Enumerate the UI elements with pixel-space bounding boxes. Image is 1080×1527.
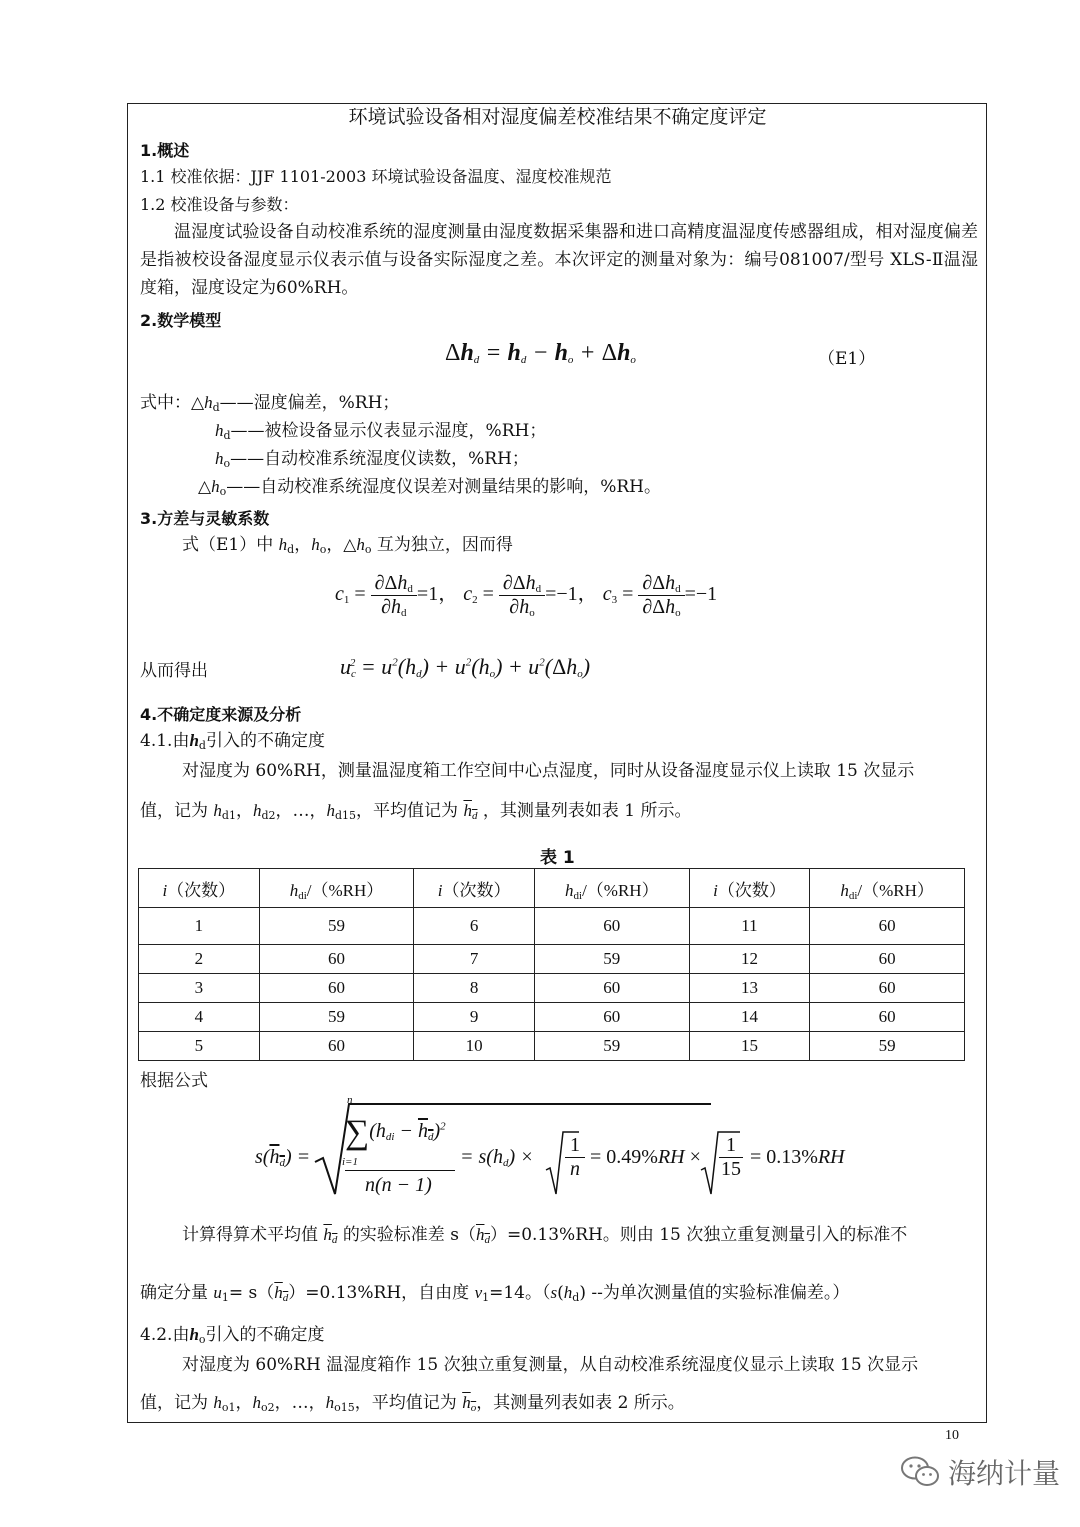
intro-a: 式（E1）中 [182,535,274,555]
p2b: 的实验标准差 s（ [342,1225,476,1245]
cell: 60 [810,945,965,974]
frac-1-n: 1 n [565,1134,585,1181]
cell: 15 [689,1032,810,1061]
col-i-2: i（次数） [414,869,535,908]
c3-value: =−1 [684,583,718,606]
def-2: ——被检设备显示仪表显示湿度，%RH； [230,421,547,441]
sub1-b: 引入的不确定度 [205,731,325,751]
p3b: = s（ [228,1283,275,1303]
std-dev-formula [255,1094,875,1200]
frac-1-15: 1 15 [721,1134,741,1180]
p3e: --为单次测量值的实验标准偏差。） [591,1283,850,1303]
cell: 10 [414,1032,535,1061]
cell: 59 [534,1032,689,1061]
where-line-2: $h_d——$被检设备显示仪表显示湿度，%RH； [215,421,547,442]
cell: 60 [810,1003,965,1032]
p3d: =14。（ [489,1283,551,1303]
p2c: ）=0.13%RH。则由 15 次独立重复测量引入的标准不 [489,1225,908,1245]
result-a-value: = 0.49% [590,1146,658,1168]
table-row [139,908,965,945]
page-number: 10 [945,1428,959,1443]
wechat-icon [900,1455,940,1489]
cell: 14 [689,1003,810,1032]
sum-numerator: $\sum(h_{di} - h_d)^2$ [345,1114,446,1151]
sqrt-tail: = $s(h_d)$ × [460,1146,534,1169]
cell: 59 [259,908,414,945]
col-i-3: i（次数） [689,869,810,908]
col-h-3: $h_{di}/(\%RH)$ [810,869,965,908]
fraction-bar [345,1170,455,1171]
sub1-a: 4.1.由 [140,731,190,751]
c1-fraction: $\frac{\partial\Delta h_d}{\partial h_d}$ [371,572,417,619]
cell: 60 [259,945,414,974]
where-line-4: $\triangle h_o——$自动校准系统湿度仪误差对测量结果的影响，%RH。 [198,477,661,498]
paragraph-4-1-line-2: 值，记为 $h_{d1}$，$h_{d2}$，…，$h_{d15}$，平均值记为 $h_d$ ，其测量列表如表 1 所示。 [140,801,692,822]
cell: 60 [534,974,689,1003]
p3a: 确定分量 [140,1283,208,1303]
def-3: ——自动校准系统湿度仪读数，%RH； [230,449,529,469]
section-3-intro: 式（E1）中 $h_d$，$h_o$，$\triangle h_o$ 互为独立，因而得 [182,535,513,556]
p4b: 值，记为 [140,1393,208,1413]
sub2-a: 4.2.由 [140,1325,190,1345]
cell: 60 [534,1003,689,1032]
section-2-heading: 2.数学模型 [140,311,222,330]
sum-limits: n [347,1094,353,1106]
equation-e1: $\Delta h_d = h_d - h_o + \Delta h_o$ [445,340,636,366]
c3-fraction: $\frac{\partial\Delta h_d}{\partial\Delta h_o}$ [638,572,684,619]
c1-value: =1， [416,583,459,606]
cell: 59 [534,945,689,974]
p4d: ，其测量列表如表 2 所示。 [476,1393,685,1413]
table-row [139,1003,965,1032]
def-1: ——湿度偏差，%RH； [219,393,400,413]
table-1-caption: 表 1 [540,848,575,868]
cell: 11 [689,908,810,945]
cell: 60 [810,974,965,1003]
cell: 7 [414,945,535,974]
table-header-row [139,869,965,908]
paragraph-result-line-1: 计算得算术平均值 $h_d$ 的实验标准差 $s(h_d)=0.13\%RH$。则由 15 次独立重复测量引入的标准不 [182,1225,908,1246]
cell: 13 [689,974,810,1003]
cell: 8 [414,974,535,1003]
cell: 5 [139,1032,260,1061]
where-line-3: $h_o——$自动校准系统湿度仪读数，%RH； [215,449,529,470]
where-line-1: 式中：$\triangle h_d——$湿度偏差，%RH； [140,393,400,414]
intro-b: 互为独立，因而得 [376,535,513,555]
sub2-b: 引入的不确定度 [205,1325,325,1345]
equation-e1-label: （E1） [818,349,876,369]
paragraph-result-line-2: 确定分量 $u_1= s(h_d)=0.13\%RH$，自由度 $v_1=14$。（$s(h_d)$ --为单次测量值的实验标准偏差。） [140,1283,850,1304]
p1b: 值，记为 [140,801,208,821]
p2a: 计算得算术平均值 [182,1225,318,1245]
document-title: 环境试验设备相对湿度偏差校准结果不确定度评定 [348,106,767,128]
combined-variance-formula: $u_c^2 = u^2(h_d) + u^2(h_o) + u^2(\Delta h_o)$ [340,654,591,680]
paragraph-4-2-line-2: 值，记为 $h_{o1}$，$h_{o2}$，…，$h_{o15}$，平均值记为 $h_o$，其测量列表如表 2 所示。 [140,1393,685,1414]
p1c: ，平均值记为 [356,801,459,821]
table-row [139,1032,965,1061]
table-row [139,974,965,1003]
section-1-2: 1.2 校准设备与参数： [140,195,299,214]
hence-label: 从而得出 [140,661,208,681]
paragraph-4-1-line-1: 对湿度为 60%RH，测量温湿度箱工作空间中心点湿度，同时从设备湿度显示仪上读取 15 次显示 [182,761,915,781]
s-hd-lhs: $s(h_d)$ = [255,1146,311,1169]
measurement-table-1 [138,868,965,1061]
p1d: ，其测量列表如表 1 所示。 [482,801,692,821]
result-b-value: = 0.13% [750,1146,818,1168]
sensitivity-coefficients: $c_1$ = $\frac{\partial\Delta h_d}{\partial h_d}$ =1， $c_2$ = $\frac{\partial\Delta h_d}{\partial h_o}$ =−1， $c_3$ = $\frac{\partial\Delta h_d}{\partial\Delta h_o}$ =−1 [335,572,718,619]
col-i-1: i（次数） [139,869,260,908]
p3c: ）=0.13%RH，自由度 [288,1283,470,1303]
col-h-1: $h_{di}/(\%RH)$ [259,869,414,908]
cell: 12 [689,945,810,974]
cell: 1 [139,908,260,945]
cell: 59 [259,1003,414,1032]
section-1-paragraph-text: 温湿度试验设备自动校准系统的湿度测量由湿度数据采集器和进口高精度温湿度传感器组成，相对湿度偏差是指被校设备湿度显示仪表示值与设备实际湿度之差。本次评定的测量对象为：编号081007/型号 XLS-Ⅱ温湿度箱，湿度设定为60%RH。 [140,222,978,298]
section-1-heading: 1.概述 [140,141,190,160]
table-row [139,945,965,974]
cell: 60 [534,908,689,945]
where-label: 式中： [140,393,191,413]
cell: 2 [139,945,260,974]
watermark-logo [900,1452,1060,1492]
section-1-1: 1.1 校准依据：JJF 1101-2003 环境试验设备温度、湿度校准规范 [140,167,612,186]
cell: 9 [414,1003,535,1032]
watermark-text: 海纳计量 [948,1457,1061,1490]
c2-fraction: $\frac{\partial\Delta h_d}{\partial h_o}$ [499,572,545,619]
cell: 4 [139,1003,260,1032]
section-1-paragraph [140,218,978,302]
cell: 59 [810,1032,965,1061]
col-h-2: $h_{di}/(\%RH)$ [534,869,689,908]
result-b: = 0.13%RH [750,1146,845,1168]
result-a: = 0.49%RH × [590,1146,701,1168]
section-4-2-heading: 4.2.由$h_o$引入的不确定度 [140,1325,325,1346]
section-4-1-heading: 4.1.由$h_d$引入的不确定度 [140,731,325,752]
denominator: n(n − 1) [365,1174,432,1196]
c2-value: =−1， [545,583,598,606]
sum-lower: i=1 [342,1156,358,1168]
section-4-heading: 4.不确定度来源及分析 [140,705,302,724]
paragraph-4-2-line-1: 对湿度为 60%RH 温湿度箱作 15 次独立重复测量，从自动校准系统湿度仪显示上读取 15 次显示 [182,1355,919,1375]
cell: 3 [139,974,260,1003]
def-4: ——自动校准系统湿度仪误差对测量结果的影响，%RH。 [226,477,661,497]
cell: 60 [810,908,965,945]
cell: 6 [414,908,535,945]
p4c: ，平均值记为 [354,1393,457,1413]
formula-intro: 根据公式 [140,1071,208,1091]
cell: 60 [259,1032,414,1061]
cell: 60 [259,974,414,1003]
section-3-heading: 3.方差与灵敏系数 [140,509,270,528]
